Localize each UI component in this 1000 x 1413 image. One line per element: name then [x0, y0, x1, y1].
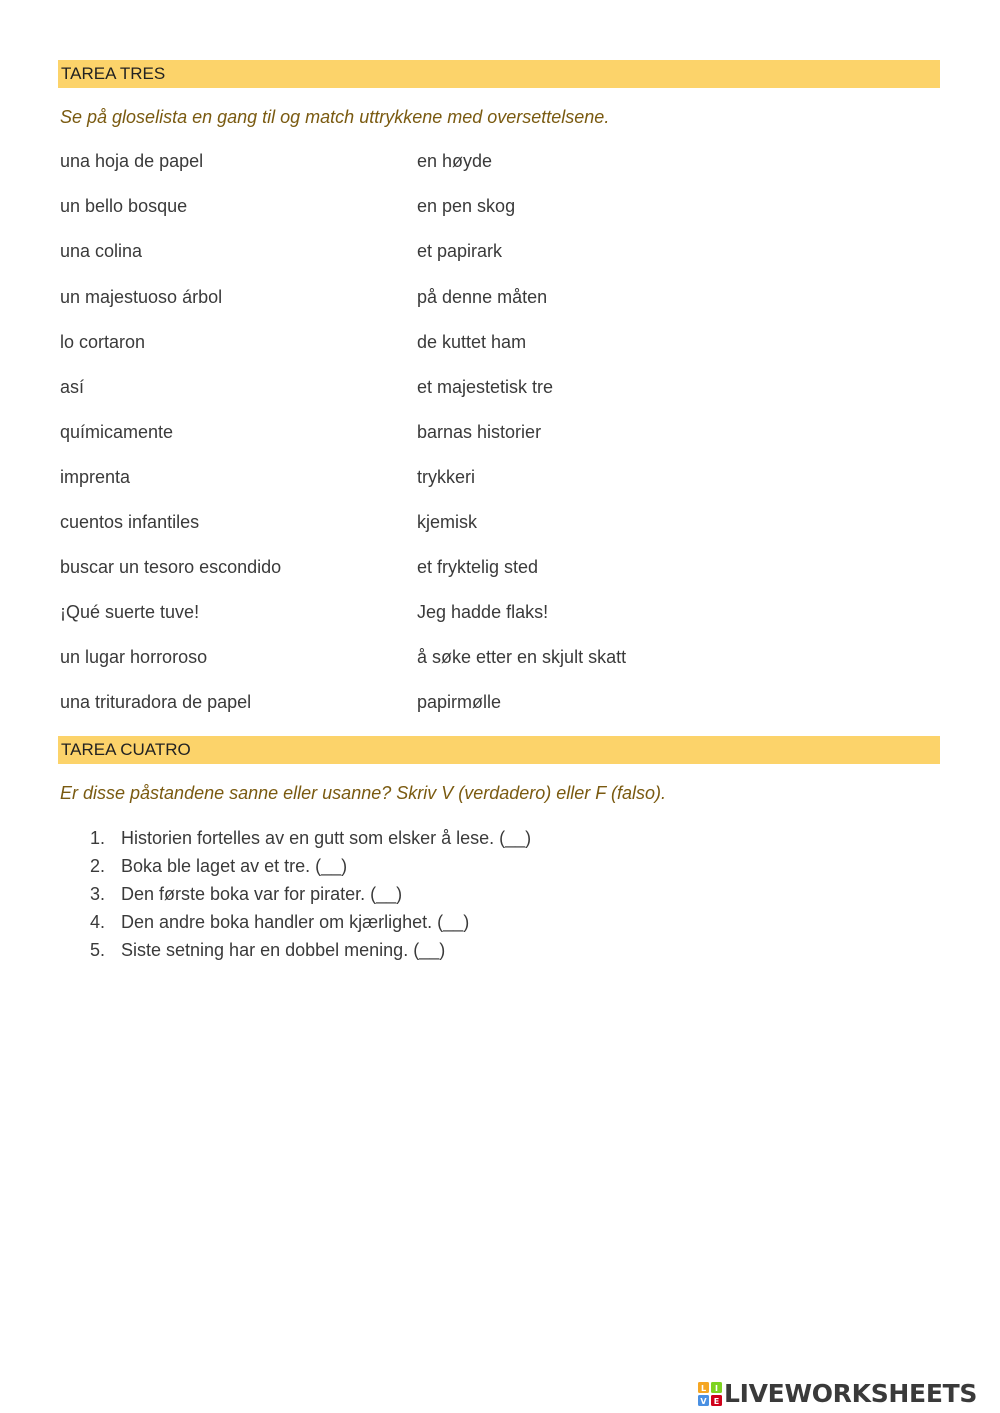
spanish-phrase: un lugar horroroso — [60, 647, 208, 667]
statement-item — [0, 828, 1000, 852]
norwegian-phrase: et fryktelig sted — [417, 557, 539, 577]
vocab-pair-row — [0, 467, 1000, 491]
spanish-phrase: una hoja de papel — [60, 151, 204, 171]
statement-number: 5. — [90, 940, 106, 960]
spanish-phrase: un bello bosque — [60, 196, 188, 216]
statement-number: 1. — [90, 828, 106, 848]
statement-item — [0, 912, 1000, 936]
spanish-phrase: químicamente — [60, 422, 174, 442]
norwegian-phrase: en pen skog — [417, 196, 516, 216]
spanish-phrase: cuentos infantiles — [60, 512, 200, 532]
spanish-phrase: buscar un tesoro escondido — [60, 557, 282, 577]
svg-text:L: L — [700, 1384, 707, 1393]
norwegian-phrase: trykkeri — [417, 467, 475, 487]
norwegian-phrase: de kuttet ham — [417, 332, 527, 352]
spanish-phrase: un majestuoso árbol — [60, 287, 223, 307]
vocab-pair-row — [0, 422, 1000, 446]
norwegian-phrase: barnas historier — [417, 422, 542, 442]
norwegian-phrase: kjemisk — [417, 512, 478, 532]
section3-instruction: Se på gloselista en gang til og match uttrykkene med oversettelsene. — [60, 107, 610, 127]
norwegian-phrase: et papirark — [417, 241, 503, 261]
statement-item — [0, 884, 1000, 908]
section4-instruction: Er disse påstandene sanne eller usanne? Skriv V (verdadero) eller F (falso). — [60, 783, 666, 803]
spanish-phrase: una colina — [60, 241, 143, 261]
section-header-tarea-tres: TAREA TRES — [58, 60, 940, 88]
vocab-pair-row — [0, 557, 1000, 581]
vocab-pair-row — [0, 602, 1000, 626]
norwegian-phrase: en høyde — [417, 151, 493, 171]
statement-item — [0, 940, 1000, 964]
norwegian-phrase: et majestetisk tre — [417, 377, 554, 397]
statement-text[interactable]: Siste setning har en dobbel mening. (__) — [121, 940, 446, 960]
norwegian-phrase: Jeg hadde flaks! — [417, 602, 549, 622]
section-header-tarea-cuatro: TAREA CUATRO — [58, 736, 940, 764]
vocab-pair-row — [0, 287, 1000, 311]
norwegian-phrase: å søke etter en skjult skatt — [417, 647, 627, 667]
vocab-pair-row — [0, 692, 1000, 716]
norwegian-phrase: på denne måten — [417, 287, 548, 307]
vocab-pair-row — [0, 332, 1000, 356]
svg-text:V: V — [700, 1397, 707, 1406]
statement-text[interactable]: Den andre boka handler om kjærlighet. (__) — [121, 912, 470, 932]
statement-item — [0, 856, 1000, 880]
statement-number: 3. — [90, 884, 106, 904]
statement-text[interactable]: Boka ble laget av et tre. (__) — [121, 856, 348, 876]
svg-text:E: E — [713, 1397, 720, 1406]
statement-number: 2. — [90, 856, 106, 876]
statement-text[interactable]: Den første boka var for pirater. (__) — [121, 884, 403, 904]
statement-text[interactable]: Historien fortelles av en gutt som elsker å lese. (__) — [121, 828, 532, 848]
norwegian-phrase: papirmølle — [417, 692, 502, 712]
spanish-phrase: imprenta — [60, 467, 131, 487]
spanish-phrase: lo cortaron — [60, 332, 146, 352]
vocab-pair-row — [0, 512, 1000, 536]
vocab-pair-row — [0, 377, 1000, 401]
liveworksheets-wordmark: LIVEWORKSHEETS — [724, 1379, 978, 1408]
spanish-phrase: ¡Qué suerte tuve! — [60, 602, 200, 622]
vocab-pair-row — [0, 647, 1000, 671]
spanish-phrase: así — [60, 377, 85, 397]
vocab-pair-row — [0, 151, 1000, 175]
vocab-pair-row — [0, 241, 1000, 265]
spanish-phrase: una trituradora de papel — [60, 692, 252, 712]
svg-text:I: I — [715, 1384, 718, 1393]
vocab-pair-row — [0, 196, 1000, 220]
liveworksheets-brand[interactable] — [698, 1378, 994, 1410]
liveworksheets-logo-icon — [698, 1382, 722, 1406]
statement-number: 4. — [90, 912, 106, 932]
